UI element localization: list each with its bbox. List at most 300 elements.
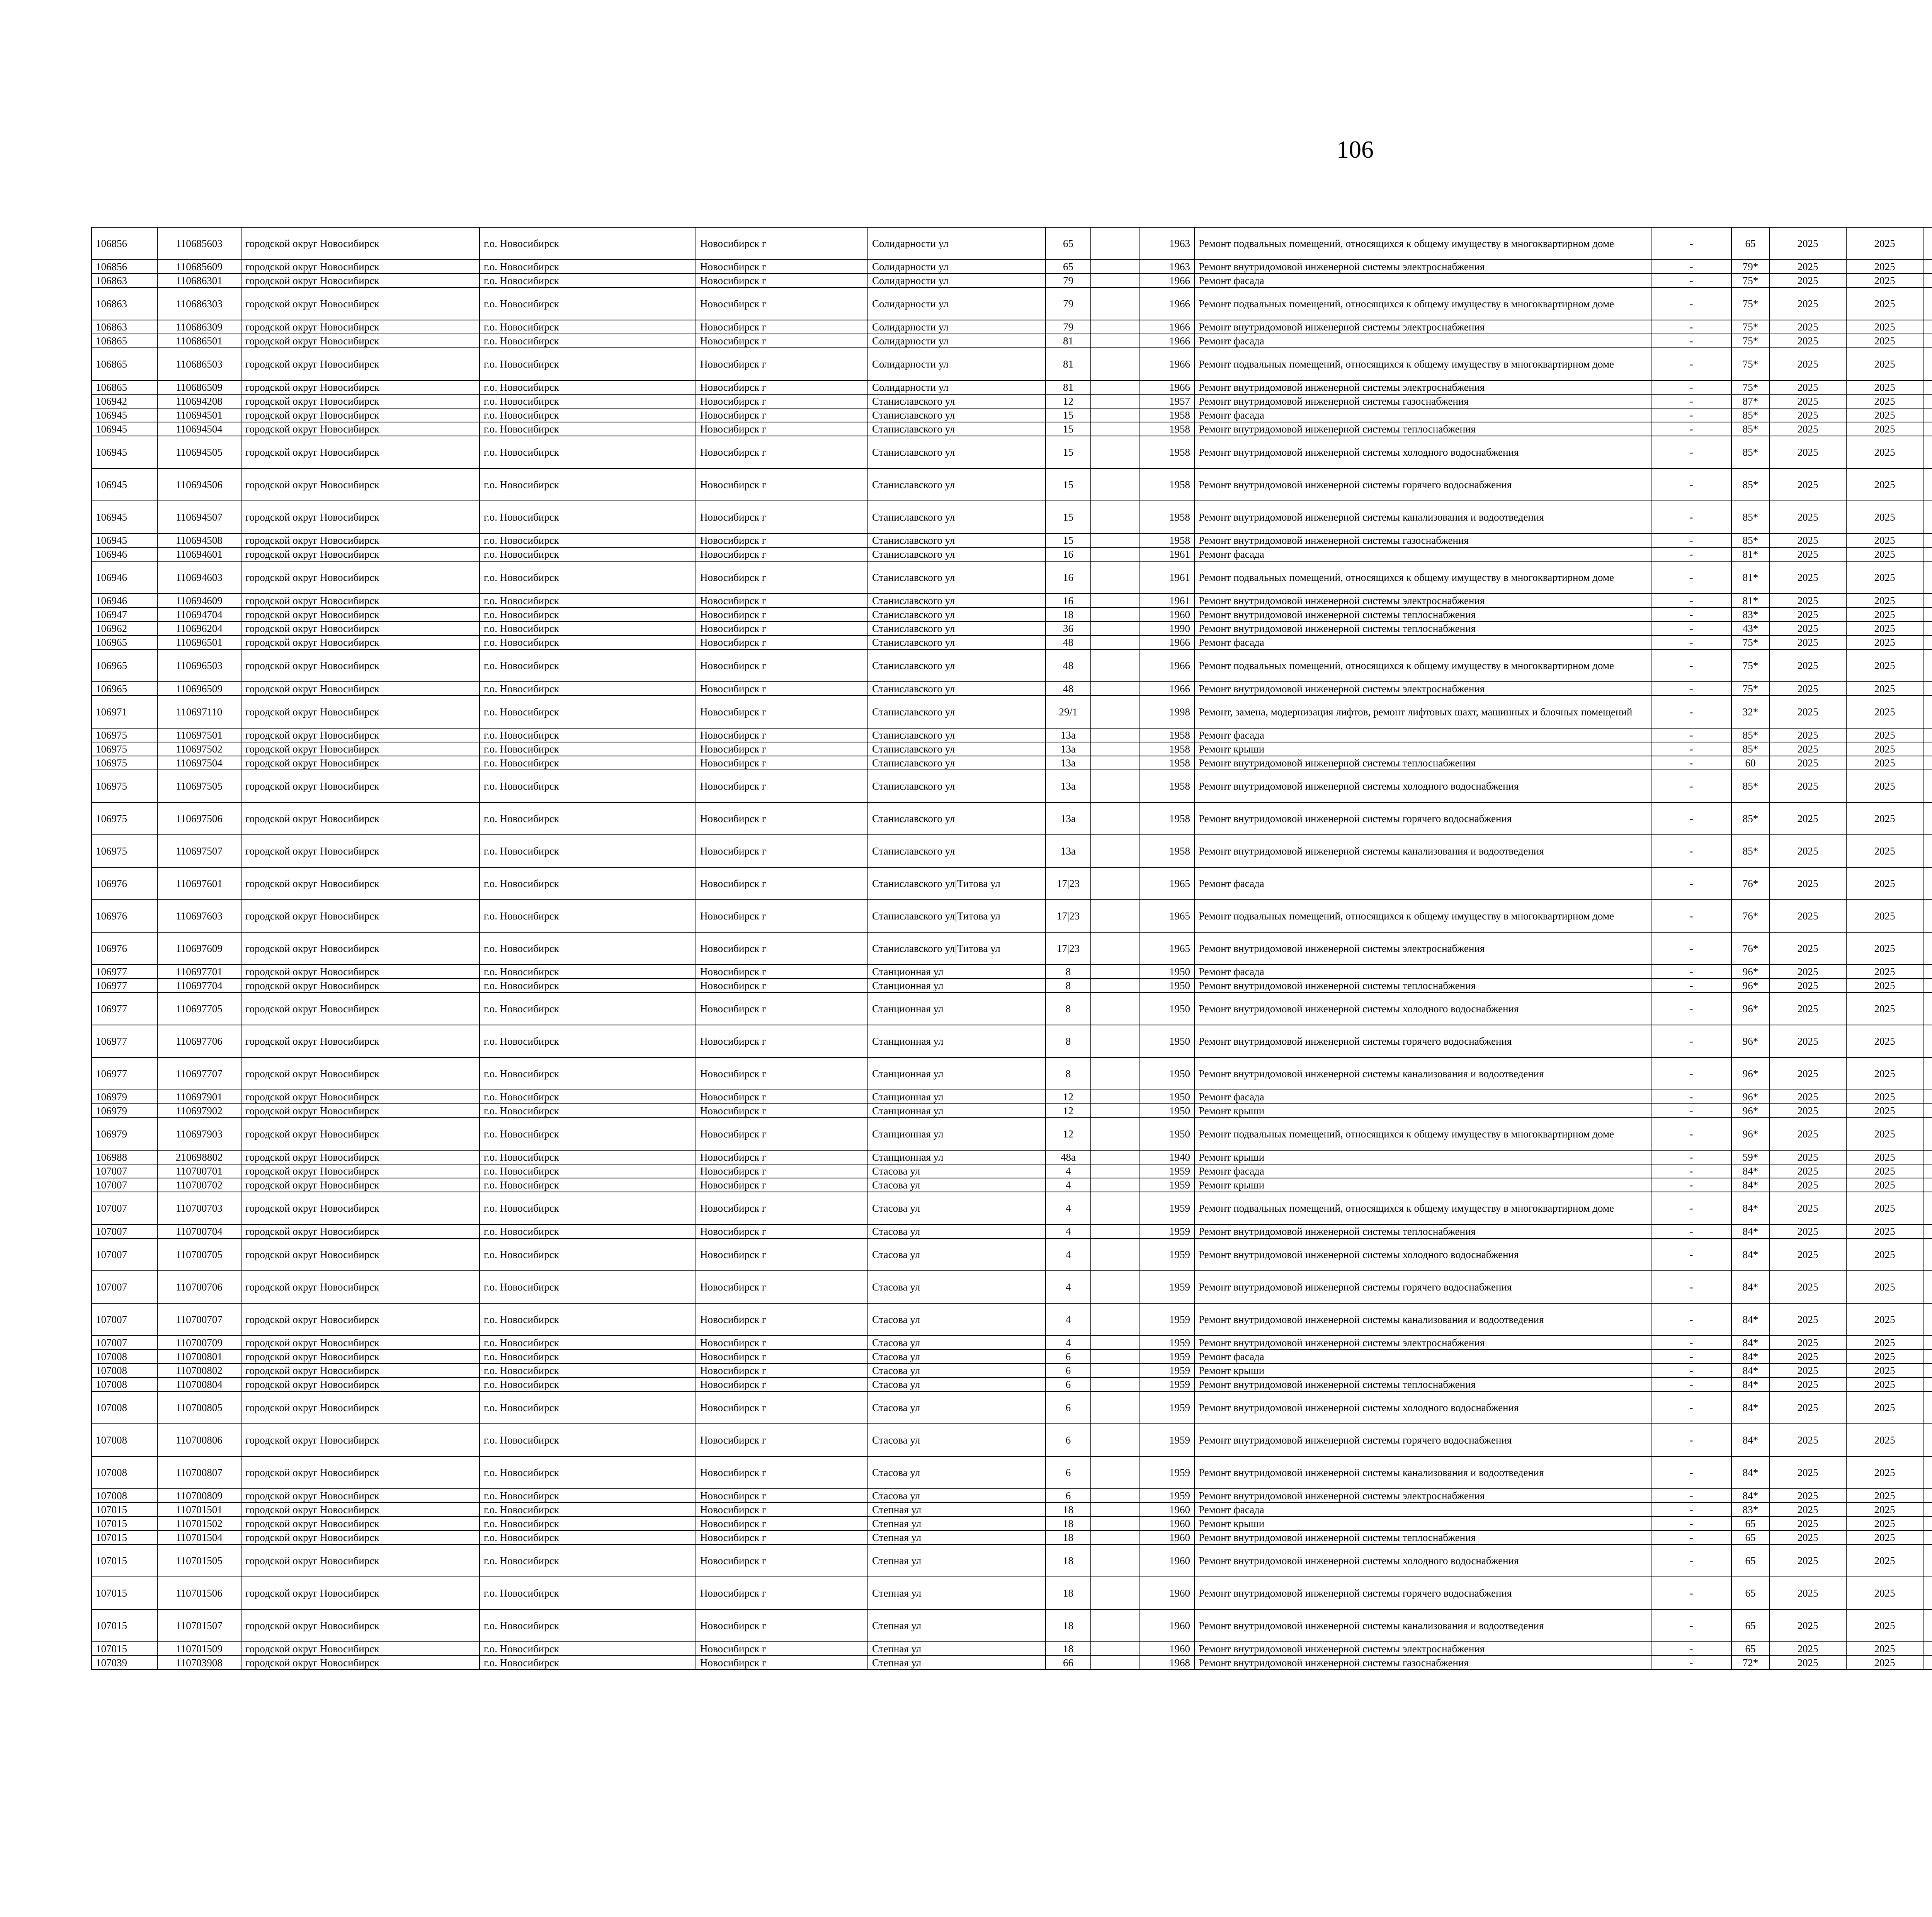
cell-street: Станиславского ул — [868, 533, 1046, 547]
cell-house-id: 106945 — [92, 501, 157, 533]
cell-year-to: 2025 — [1846, 1391, 1923, 1424]
cell-settlement: г.о. Новосибирск — [480, 1391, 696, 1424]
cell-locality: Новосибирск г — [696, 1391, 868, 1424]
cell-work-id: 110697704 — [157, 979, 241, 993]
cell-dash: - — [1651, 288, 1731, 320]
cell-dash: - — [1651, 696, 1731, 728]
cell-municipality: городской округ Новосибирск — [241, 1164, 480, 1178]
cell-building — [1091, 1224, 1139, 1238]
cell-street: Стасова ул — [868, 1391, 1046, 1424]
cell-work-type: Ремонт подвальных помещений, относящихся к общему имуществу в многоквартирном доме — [1194, 1118, 1651, 1150]
cell-work-id: 110701506 — [157, 1577, 241, 1609]
cell-house: 65 — [1046, 260, 1091, 274]
cell-settlement: г.о. Новосибирск — [480, 1303, 696, 1336]
cell-locality: Новосибирск г — [696, 1489, 868, 1503]
cell-year-built: 1966 — [1139, 380, 1194, 394]
cell-settlement: г.о. Новосибирск — [480, 334, 696, 348]
cell-settlement: г.о. Новосибирск — [480, 1224, 696, 1238]
cell-work-id: 110686503 — [157, 348, 241, 380]
cell-year-from: 2025 — [1769, 1642, 1846, 1656]
cell-municipality: городской округ Новосибирск — [241, 1577, 480, 1609]
cell-year-built: 1959 — [1139, 1456, 1194, 1489]
cell-cost-total — [1923, 1118, 1932, 1150]
cell-year-from: 2025 — [1769, 1656, 1846, 1670]
cell-settlement: г.о. Новосибирск — [480, 1531, 696, 1544]
cell-building — [1091, 1377, 1139, 1391]
cell-building — [1091, 635, 1139, 649]
cell-cost-total — [1923, 1336, 1932, 1350]
cell-street: Станционная ул — [868, 1025, 1046, 1057]
cell-year-to: 2025 — [1846, 408, 1923, 422]
cell-wear: 75* — [1731, 682, 1769, 696]
cell-cost-total — [1923, 1350, 1932, 1364]
cell-house-id: 106977 — [92, 1025, 157, 1057]
cell-wear: 84* — [1731, 1178, 1769, 1192]
cell-work-type: Ремонт крыши — [1194, 1150, 1651, 1164]
cell-year-from: 2025 — [1769, 1192, 1846, 1224]
cell-wear: 87* — [1731, 394, 1769, 408]
cell-house-id: 107007 — [92, 1238, 157, 1271]
cell-municipality: городской округ Новосибирск — [241, 1364, 480, 1377]
cell-settlement: г.о. Новосибирск — [480, 742, 696, 756]
cell-dash: - — [1651, 1656, 1731, 1670]
cell-year-from: 2025 — [1769, 1336, 1846, 1350]
cell-street: Солидарности ул — [868, 260, 1046, 274]
cell-year-built: 1958 — [1139, 728, 1194, 742]
table-row — [92, 561, 1932, 594]
table-row — [92, 380, 1932, 394]
cell-work-id: 110697701 — [157, 965, 241, 979]
cell-wear: 59* — [1731, 1150, 1769, 1164]
cell-work-id: 110697603 — [157, 900, 241, 932]
cell-street: Станиславского ул — [868, 561, 1046, 594]
cell-settlement: г.о. Новосибирск — [480, 696, 696, 728]
cell-house-id: 107008 — [92, 1377, 157, 1391]
cell-house-id: 107008 — [92, 1424, 157, 1456]
cell-year-from: 2025 — [1769, 900, 1846, 932]
cell-settlement: г.о. Новосибирск — [480, 1489, 696, 1503]
cell-municipality: городской округ Новосибирск — [241, 682, 480, 696]
cell-dash: - — [1651, 408, 1731, 422]
cell-street: Станиславского ул — [868, 547, 1046, 561]
table-row — [92, 1303, 1932, 1336]
cell-settlement: г.о. Новосибирск — [480, 501, 696, 533]
cell-house: 16 — [1046, 561, 1091, 594]
cell-house: 17|23 — [1046, 932, 1091, 965]
cell-wear: 84* — [1731, 1391, 1769, 1424]
table-row — [92, 608, 1932, 621]
cell-year-to: 2025 — [1846, 348, 1923, 380]
cell-house-id: 106979 — [92, 1090, 157, 1104]
cell-street: Стасова ул — [868, 1377, 1046, 1391]
cell-house-id: 107008 — [92, 1364, 157, 1377]
cell-year-built: 1966 — [1139, 649, 1194, 682]
cell-dash: - — [1651, 1303, 1731, 1336]
cell-work-type: Ремонт внутридомовой инженерной системы горячего водоснабжения — [1194, 1424, 1651, 1456]
cell-year-from: 2025 — [1769, 770, 1846, 802]
cell-year-from: 2025 — [1769, 621, 1846, 635]
cell-year-to: 2025 — [1846, 260, 1923, 274]
cell-work-type: Ремонт фасада — [1194, 547, 1651, 561]
cell-dash: - — [1651, 1118, 1731, 1150]
cell-street: Станиславского ул — [868, 422, 1046, 436]
table-row — [92, 348, 1932, 380]
cell-house-id: 106856 — [92, 260, 157, 274]
cell-work-id: 110700706 — [157, 1271, 241, 1303]
cell-work-id: 110700705 — [157, 1238, 241, 1271]
cell-municipality: городской округ Новосибирск — [241, 965, 480, 979]
table-row — [92, 1192, 1932, 1224]
cell-house: 17|23 — [1046, 900, 1091, 932]
cell-house: 4 — [1046, 1164, 1091, 1178]
table-row — [92, 1609, 1932, 1642]
cell-settlement: г.о. Новосибирск — [480, 965, 696, 979]
cell-work-type: Ремонт внутридомовой инженерной системы теплоснабжения — [1194, 422, 1651, 436]
cell-settlement: г.о. Новосибирск — [480, 1238, 696, 1271]
cell-house: 6 — [1046, 1350, 1091, 1364]
cell-house: 4 — [1046, 1238, 1091, 1271]
cell-street: Стасова ул — [868, 1192, 1046, 1224]
cell-house-id: 106863 — [92, 320, 157, 334]
cell-year-to: 2025 — [1846, 468, 1923, 501]
table-row — [92, 1118, 1932, 1150]
cell-year-to: 2025 — [1846, 1164, 1923, 1178]
cell-year-to: 2025 — [1846, 900, 1923, 932]
table-row — [92, 770, 1932, 802]
cell-year-to: 2025 — [1846, 1104, 1923, 1118]
table-row — [92, 1104, 1932, 1118]
table-row — [92, 1090, 1932, 1104]
cell-house-id: 106975 — [92, 742, 157, 756]
cell-cost-total — [1923, 408, 1932, 422]
cell-cost-total — [1923, 288, 1932, 320]
cell-house: 4 — [1046, 1336, 1091, 1350]
cell-work-id: 110696204 — [157, 621, 241, 635]
cell-wear: 65 — [1731, 1544, 1769, 1577]
cell-street: Стасова ул — [868, 1178, 1046, 1192]
cell-wear: 85* — [1731, 770, 1769, 802]
cell-building — [1091, 1424, 1139, 1456]
cell-wear: 96* — [1731, 1090, 1769, 1104]
cell-building — [1091, 408, 1139, 422]
cell-building — [1091, 1303, 1139, 1336]
cell-year-from: 2025 — [1769, 1238, 1846, 1271]
cell-municipality: городской округ Новосибирск — [241, 1642, 480, 1656]
cell-work-id: 110685603 — [157, 227, 241, 260]
cell-dash: - — [1651, 932, 1731, 965]
cell-wear: 84* — [1731, 1224, 1769, 1238]
cell-street: Степная ул — [868, 1503, 1046, 1517]
cell-wear: 81* — [1731, 561, 1769, 594]
cell-building — [1091, 1164, 1139, 1178]
cell-work-type: Ремонт фасада — [1194, 1164, 1651, 1178]
cell-work-type: Ремонт фасада — [1194, 965, 1651, 979]
cell-wear: 85* — [1731, 835, 1769, 867]
cell-wear: 75* — [1731, 334, 1769, 348]
cell-building — [1091, 608, 1139, 621]
cell-year-built: 1958 — [1139, 770, 1194, 802]
cell-year-built: 1960 — [1139, 1544, 1194, 1577]
cell-street: Станиславского ул — [868, 835, 1046, 867]
table-row — [92, 468, 1932, 501]
cell-settlement: г.о. Новосибирск — [480, 1609, 696, 1642]
cell-house-id: 106977 — [92, 965, 157, 979]
cell-dash: - — [1651, 1104, 1731, 1118]
cell-cost-total — [1923, 835, 1932, 867]
cell-building — [1091, 1025, 1139, 1057]
cell-house: 18 — [1046, 1577, 1091, 1609]
cell-year-to: 2025 — [1846, 1377, 1923, 1391]
cell-work-type: Ремонт внутридомовой инженерной системы электроснабжения — [1194, 1642, 1651, 1656]
cell-cost-total — [1923, 1503, 1932, 1517]
cell-cost-total — [1923, 260, 1932, 274]
cell-work-type: Ремонт подвальных помещений, относящихся к общему имуществу в многоквартирном доме — [1194, 348, 1651, 380]
cell-building — [1091, 394, 1139, 408]
cell-house-id: 106947 — [92, 608, 157, 621]
cell-year-from: 2025 — [1769, 1057, 1846, 1090]
cell-building — [1091, 1609, 1139, 1642]
cell-year-from: 2025 — [1769, 1391, 1846, 1424]
cell-year-from: 2025 — [1769, 608, 1846, 621]
cell-building — [1091, 1350, 1139, 1364]
cell-year-built: 1966 — [1139, 348, 1194, 380]
cell-dash: - — [1651, 1192, 1731, 1224]
cell-house: 48а — [1046, 1150, 1091, 1164]
cell-building — [1091, 1544, 1139, 1577]
cell-house: 6 — [1046, 1377, 1091, 1391]
table-row — [92, 835, 1932, 867]
cell-year-built: 1958 — [1139, 422, 1194, 436]
cell-house: 18 — [1046, 1642, 1091, 1656]
cell-dash: - — [1651, 649, 1731, 682]
cell-work-id: 110686309 — [157, 320, 241, 334]
cell-cost-total — [1923, 1424, 1932, 1456]
cell-house-id: 106945 — [92, 468, 157, 501]
cell-year-from: 2025 — [1769, 468, 1846, 501]
cell-year-built: 1958 — [1139, 468, 1194, 501]
cell-house-id: 106863 — [92, 288, 157, 320]
cell-locality: Новосибирск г — [696, 1642, 868, 1656]
cell-year-built: 1950 — [1139, 1025, 1194, 1057]
table-row — [92, 260, 1932, 274]
cell-year-built: 1959 — [1139, 1192, 1194, 1224]
cell-municipality: городской округ Новосибирск — [241, 422, 480, 436]
cell-dash: - — [1651, 979, 1731, 993]
cell-dash: - — [1651, 802, 1731, 835]
cell-locality: Новосибирск г — [696, 436, 868, 468]
cell-cost-total — [1923, 227, 1932, 260]
cell-building — [1091, 274, 1139, 288]
cell-house: 13а — [1046, 835, 1091, 867]
cell-work-type: Ремонт внутридомовой инженерной системы электроснабжения — [1194, 932, 1651, 965]
cell-dash: - — [1651, 533, 1731, 547]
cell-street: Солидарности ул — [868, 334, 1046, 348]
cell-dash: - — [1651, 1178, 1731, 1192]
cell-year-from: 2025 — [1769, 380, 1846, 394]
cell-house-id: 107007 — [92, 1303, 157, 1336]
cell-work-type: Ремонт подвальных помещений, относящихся к общему имуществу в многоквартирном доме — [1194, 649, 1651, 682]
cell-year-to: 2025 — [1846, 993, 1923, 1025]
cell-locality: Новосибирск г — [696, 501, 868, 533]
table-row — [92, 993, 1932, 1025]
cell-work-id: 110700801 — [157, 1350, 241, 1364]
cell-year-to: 2025 — [1846, 770, 1923, 802]
cell-dash: - — [1651, 900, 1731, 932]
cell-work-id: 110700807 — [157, 1456, 241, 1489]
cell-work-type: Ремонт подвальных помещений, относящихся к общему имуществу в многоквартирном доме — [1194, 561, 1651, 594]
cell-building — [1091, 802, 1139, 835]
cell-house-id: 106962 — [92, 621, 157, 635]
cell-wear: 96* — [1731, 1118, 1769, 1150]
cell-building — [1091, 1057, 1139, 1090]
cell-wear: 84* — [1731, 1164, 1769, 1178]
cell-cost-total — [1923, 1517, 1932, 1531]
cell-municipality: городской округ Новосибирск — [241, 1336, 480, 1350]
cell-cost-total — [1923, 728, 1932, 742]
cell-work-id: 110697501 — [157, 728, 241, 742]
cell-wear: 84* — [1731, 1336, 1769, 1350]
cell-house-id: 107007 — [92, 1178, 157, 1192]
cell-municipality: городской округ Новосибирск — [241, 1503, 480, 1517]
cell-dash: - — [1651, 436, 1731, 468]
cell-dash: - — [1651, 348, 1731, 380]
cell-settlement: г.о. Новосибирск — [480, 1271, 696, 1303]
cell-municipality: городской округ Новосибирск — [241, 756, 480, 770]
cell-dash: - — [1651, 1238, 1731, 1271]
cell-year-from: 2025 — [1769, 835, 1846, 867]
cell-settlement: г.о. Новосибирск — [480, 756, 696, 770]
table-row — [92, 320, 1932, 334]
table-row — [92, 227, 1932, 260]
cell-house: 13а — [1046, 770, 1091, 802]
cell-house-id: 107015 — [92, 1531, 157, 1544]
cell-year-from: 2025 — [1769, 422, 1846, 436]
cell-cost-total — [1923, 1531, 1932, 1544]
cell-work-type: Ремонт крыши — [1194, 1104, 1651, 1118]
cell-locality: Новосибирск г — [696, 348, 868, 380]
cell-municipality: городской округ Новосибирск — [241, 561, 480, 594]
cell-work-id: 110697504 — [157, 756, 241, 770]
cell-house: 81 — [1046, 348, 1091, 380]
cell-locality: Новосибирск г — [696, 1104, 868, 1118]
cell-year-built: 1958 — [1139, 533, 1194, 547]
cell-locality: Новосибирск г — [696, 993, 868, 1025]
cell-year-to: 2025 — [1846, 1656, 1923, 1670]
cell-year-from: 2025 — [1769, 348, 1846, 380]
cell-municipality: городской округ Новосибирск — [241, 835, 480, 867]
cell-year-built: 1960 — [1139, 1517, 1194, 1531]
cell-settlement: г.о. Новосибирск — [480, 932, 696, 965]
cell-year-from: 2025 — [1769, 993, 1846, 1025]
cell-locality: Новосибирск г — [696, 547, 868, 561]
cell-building — [1091, 288, 1139, 320]
cell-wear: 72* — [1731, 1656, 1769, 1670]
cell-settlement: г.о. Новосибирск — [480, 1350, 696, 1364]
cell-settlement: г.о. Новосибирск — [480, 547, 696, 561]
cell-year-built: 1958 — [1139, 742, 1194, 756]
cell-house-id: 106965 — [92, 635, 157, 649]
table-row — [92, 436, 1932, 468]
cell-settlement: г.о. Новосибирск — [480, 1336, 696, 1350]
cell-year-built: 1965 — [1139, 867, 1194, 900]
cell-wear: 76* — [1731, 867, 1769, 900]
cell-dash: - — [1651, 965, 1731, 979]
cell-dash: - — [1651, 1164, 1731, 1178]
cell-street: Станиславского ул — [868, 635, 1046, 649]
cell-house: 15 — [1046, 501, 1091, 533]
cell-year-to: 2025 — [1846, 1118, 1923, 1150]
cell-year-from: 2025 — [1769, 533, 1846, 547]
cell-year-from: 2025 — [1769, 756, 1846, 770]
cell-building — [1091, 621, 1139, 635]
cell-municipality: городской округ Новосибирск — [241, 608, 480, 621]
cell-wear: 96* — [1731, 1057, 1769, 1090]
cell-locality: Новосибирск г — [696, 288, 868, 320]
cell-street: Стасова ул — [868, 1238, 1046, 1271]
cell-work-type: Ремонт внутридомовой инженерной системы канализования и водоотведения — [1194, 835, 1651, 867]
cell-building — [1091, 1150, 1139, 1164]
cell-cost-total — [1923, 621, 1932, 635]
cell-work-type: Ремонт подвальных помещений, относящихся к общему имуществу в многоквартирном доме — [1194, 227, 1651, 260]
cell-dash: - — [1651, 1377, 1731, 1391]
cell-locality: Новосибирск г — [696, 1164, 868, 1178]
cell-municipality: городской округ Новосибирск — [241, 1350, 480, 1364]
cell-year-to: 2025 — [1846, 594, 1923, 608]
cell-building — [1091, 1238, 1139, 1271]
cell-year-built: 1959 — [1139, 1364, 1194, 1377]
cell-dash: - — [1651, 1025, 1731, 1057]
cell-wear: 76* — [1731, 900, 1769, 932]
cell-house: 13а — [1046, 756, 1091, 770]
cell-locality: Новосибирск г — [696, 1517, 868, 1531]
cell-wear: 75* — [1731, 288, 1769, 320]
cell-street: Станиславского ул — [868, 594, 1046, 608]
cell-house-id: 107039 — [92, 1656, 157, 1670]
cell-year-built: 1958 — [1139, 756, 1194, 770]
cell-cost-total — [1923, 1642, 1932, 1656]
cell-work-id: 110697609 — [157, 932, 241, 965]
cell-dash: - — [1651, 1350, 1731, 1364]
cell-settlement: г.о. Новосибирск — [480, 1090, 696, 1104]
cell-year-from: 2025 — [1769, 1489, 1846, 1503]
cell-street: Станиславского ул — [868, 742, 1046, 756]
cell-locality: Новосибирск г — [696, 408, 868, 422]
cell-settlement: г.о. Новосибирск — [480, 533, 696, 547]
cell-house-id: 107015 — [92, 1577, 157, 1609]
cell-work-id: 110696509 — [157, 682, 241, 696]
cell-street: Степная ул — [868, 1531, 1046, 1544]
cell-work-type: Ремонт внутридомовой инженерной системы электроснабжения — [1194, 1489, 1651, 1503]
table-row — [92, 802, 1932, 835]
cell-settlement: г.о. Новосибирск — [480, 993, 696, 1025]
cell-work-type: Ремонт внутридомовой инженерной системы электроснабжения — [1194, 594, 1651, 608]
cell-municipality: городской округ Новосибирск — [241, 288, 480, 320]
cell-work-id: 110700701 — [157, 1164, 241, 1178]
cell-street: Станционная ул — [868, 993, 1046, 1025]
cell-dash: - — [1651, 756, 1731, 770]
cell-year-built: 1950 — [1139, 993, 1194, 1025]
cell-house-id: 106975 — [92, 756, 157, 770]
table-row — [92, 1517, 1932, 1531]
cell-year-from: 2025 — [1769, 501, 1846, 533]
cell-street: Станиславского ул|Титова ул — [868, 900, 1046, 932]
cell-year-from: 2025 — [1769, 594, 1846, 608]
cell-building — [1091, 501, 1139, 533]
cell-house: 15 — [1046, 533, 1091, 547]
cell-municipality: городской округ Новосибирск — [241, 1025, 480, 1057]
cell-house-id: 107008 — [92, 1391, 157, 1424]
cell-year-built: 1959 — [1139, 1489, 1194, 1503]
